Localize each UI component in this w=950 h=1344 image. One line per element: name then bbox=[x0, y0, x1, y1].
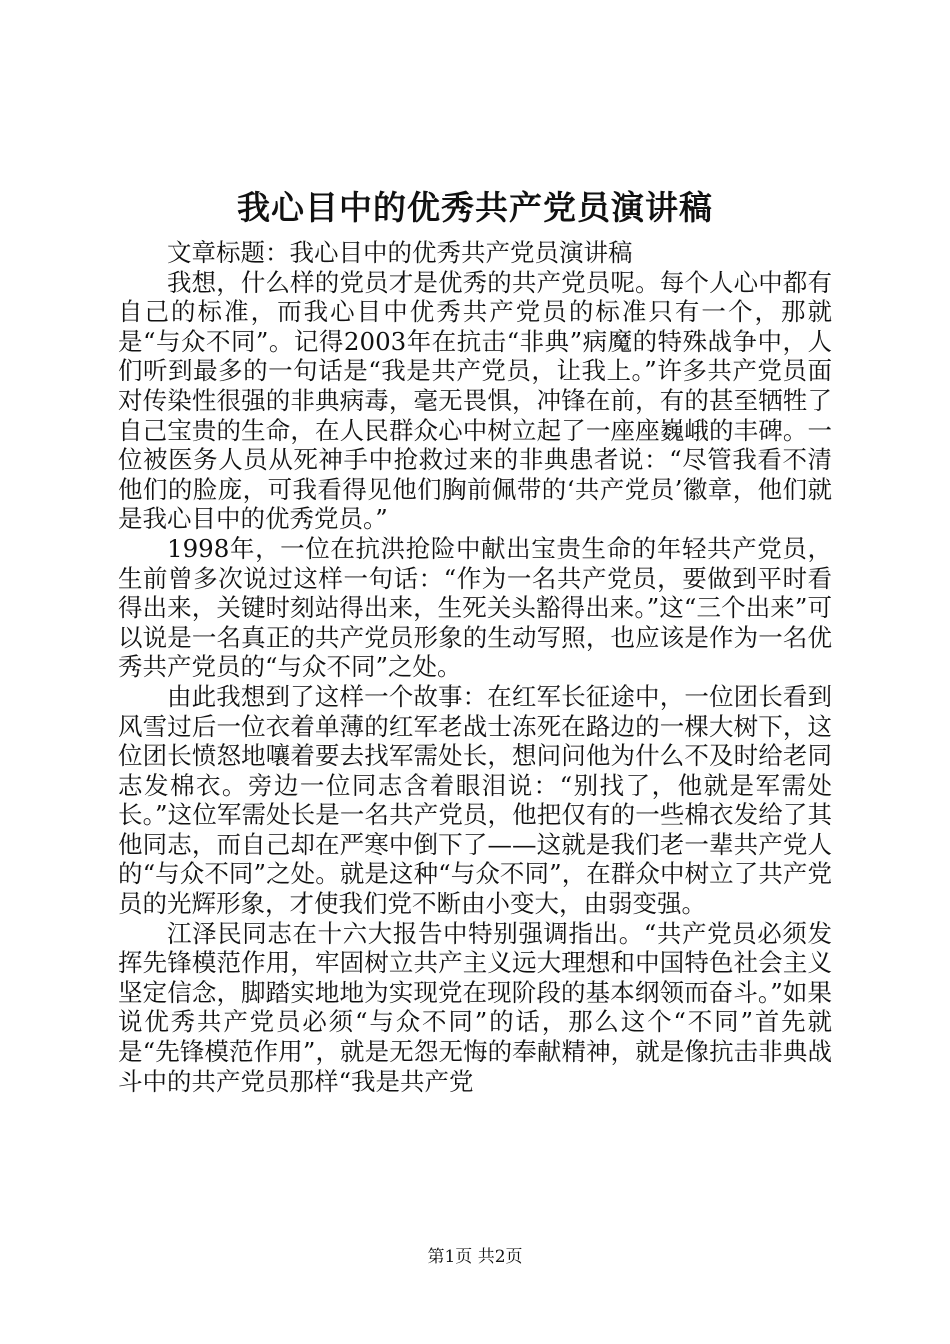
article-title-line: 文章标题：我心目中的优秀共产党员演讲稿 bbox=[167, 238, 633, 267]
document-title: 我心目中的优秀共产党员演讲稿 bbox=[237, 188, 713, 227]
page-indicator: 第1页 共2页 bbox=[427, 1247, 523, 1267]
paragraph-3: 由此我想到了这样一个故事：在红军长征途中，一位团长看到风雪过后一位衣着单薄的红军老战士冻死在路边的一棵大树下，这位团长愤怒地嚷着要去找军需处长，想问问他为什么不及时给老同志发棉衣。旁边一位同志含着眼泪说：“别找了，他就是军需处长。”这位军需处长是一名共产党员，他把仅有的一些棉衣发给了其他同志，而自己却在严寒中倒下了——这就是我们老一辈共产党人的“与众不同”之处。就是这种“与众不同”，在群众中树立了共产党员的光辉形象，才使我们党不断由小变大，由弱变强。 bbox=[118, 681, 832, 919]
paragraph-2: 1998年，一位在抗洪抢险中献出宝贵生命的年轻共产党员，生前曾多次说过这样一句话：“作为一名共产党员，要做到平时看得出来，关键时刻站得出来，生死关头豁得出来。”这“三个出来”可以说是一名真正的共产党员形象的生动写照，也应该是作为一名优秀共产党员的“与众不同”之处。 bbox=[118, 533, 832, 682]
document-body bbox=[118, 238, 832, 1096]
paragraph-1: 我想，什么样的党员才是优秀的共产党员呢。每个人心中都有自己的标准，而我心目中优秀共产党员的标准只有一个，那就是“与众不同”。记得2003年在抗击“非典”病魔的特殊战争中，人们听到最多的一句话是“我是共产党员，让我上。”许多共产党员面对传染性很强的非典病毒，毫无畏惧，冲锋在前，有的甚至牺牲了自己宝贵的生命，在人民群众心中树立起了一座座巍峨的丰碑。一位被医务人员从死神手中抢救过来的非典患者说：“尽管我看不清他们的脸庞，可我看得见他们胸前佩带的‘共产党员’徽章，他们就是我心目中的优秀党员。” bbox=[118, 267, 832, 534]
paragraph-4: 江泽民同志在十六大报告中特别强调指出。“共产党员必须发挥先锋模范作用，牢固树立共产主义远大理想和中国特色社会主义坚定信念，脚踏实地地为实现党在现阶段的基本纲领而奋斗。”如果说优秀共产党员必须“与众不同”的话，那么这个“不同”首先就是“先锋模范作用”，就是无怨无悔的奉献精神，就是像抗击非典战斗中的共产党员那样“我是共产党 bbox=[118, 918, 832, 1096]
